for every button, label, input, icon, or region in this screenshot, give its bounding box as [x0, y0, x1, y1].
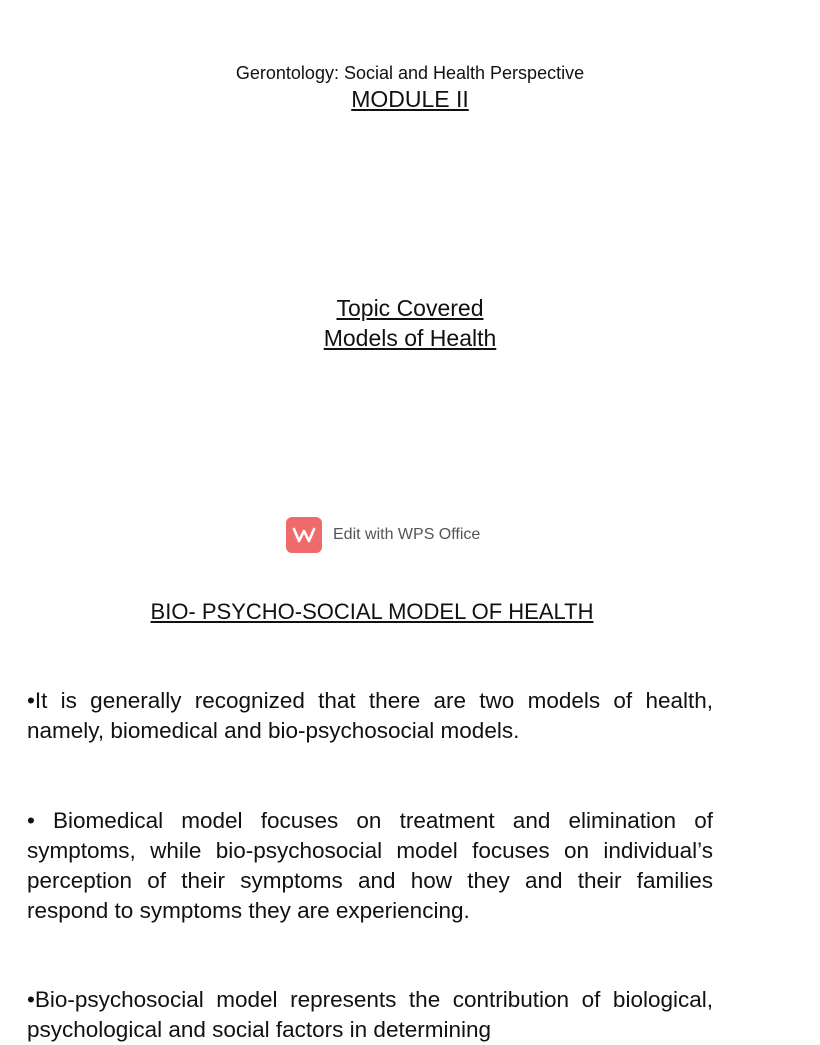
wps-office-icon [286, 517, 322, 553]
paragraph: •Bio-psychosocial model represents the contribution of biological, psychological and social factors in determining [27, 987, 713, 1042]
wps-edit-label: Edit with WPS Office [333, 525, 481, 543]
document-subtitle: Gerontology: Social and Health Perspective [235, 63, 585, 83]
paragraph: •It is generally recognized that there are two models of health, namely, biomedical and bio-psychosocial models. [27, 688, 713, 743]
topic-heading: Topic Covered [336, 295, 484, 321]
module-title: MODULE II [351, 86, 469, 112]
wps-edit-badge[interactable] [286, 516, 480, 553]
section-title: BIO- PSYCHO-SOCIAL MODEL OF HEALTH [150, 599, 594, 624]
paragraph: • Biomedical model focuses on treatment and elimination of symptoms, while bio-psychosocial model focuses on individual’s perception of their symptoms and how they and their families respond to symptoms they are experiencing. [27, 808, 713, 923]
topic-block [0, 293, 820, 353]
topic-name: Models of Health [323, 325, 497, 351]
